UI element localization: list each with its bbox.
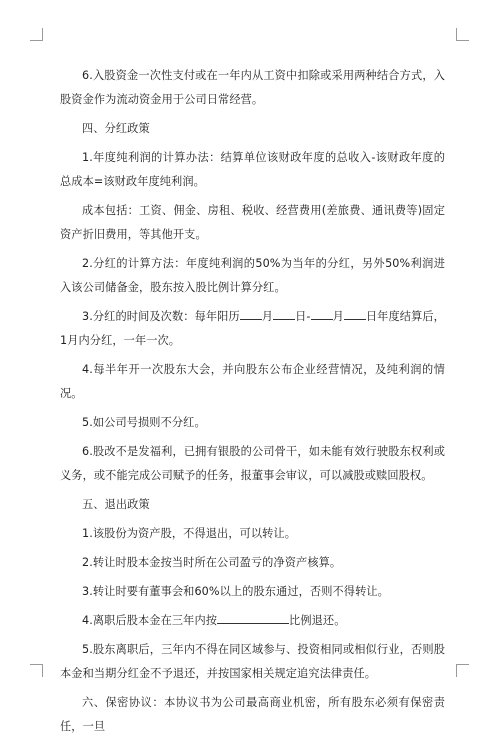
section-heading-confidentiality: 六、保密协议：本协议书为公司最高商业机密，所有股东必须有保密责任，一旦	[60, 696, 445, 733]
document-body	[60, 64, 445, 744]
paragraph-dividend-schedule: 3.分红的时间及次数：每年阳历 月 日- 月 日年度结算后，1月内分红，一年一次。	[60, 305, 445, 353]
section-heading-exit-policy: 五、退出政策	[82, 498, 150, 511]
section-heading-dividend-policy: 四、分红政策	[82, 122, 150, 135]
paragraph-net-profit-formula: 1.年度纯利润的计算办法：结算单位该财政年度的总收入-该财政年度的总成本=该财政年度纯利润。	[60, 151, 445, 188]
crop-mark-top-right	[456, 28, 469, 41]
paragraph-refund-after-leaving: 4.离职后股本金在三年内按 比例退还。	[60, 609, 445, 633]
crop-mark-bottom-left	[30, 664, 43, 677]
blank-refund-ratio	[217, 611, 289, 624]
paragraph-no-dividend-on-loss: 5.如公司号损则不分红。	[82, 416, 206, 429]
blank-month-end	[311, 307, 333, 320]
paragraph-capital-payment: 6.入股资金一次性支付或在一年内从工资中扣除或采用两种结合方式，入股资金作为流动资金用于公司日常经营。	[60, 69, 445, 106]
paragraph-cost-items: 成本包括：工资、佣金、房租、税收、经营费用(差旅费、通讯费等)固定资产折旧费用，等其他开支。	[60, 204, 445, 241]
paragraph-transfer-approval: 3.转让时要有董事会和60%以上的股东通过，否则不得转让。	[82, 585, 389, 598]
paragraph-dividend-calculation: 2.分红的计算方法：年度纯利润的50%为当年的分红，另外50%利润进入该公司储备金，股东按入股比例计算分红。	[60, 257, 445, 294]
paragraph-transfer-valuation: 2.转让时股本金按当时所在公司盈亏的净资产核算。	[82, 556, 342, 569]
blank-day-end	[344, 307, 366, 320]
blank-day-start	[273, 307, 295, 320]
crop-mark-top-left	[30, 28, 43, 41]
paragraph-non-compete: 5.股东离职后，三年内不得在同区域参与、投资相同或相似行业，否则股本金和当期分红金不予退还，并按国家相关规定追究法律责任。	[60, 643, 445, 680]
paragraph-share-reduction: 6.股改不是发福利，已拥有银股的公司骨干，如未能有效行驶股东权利或义务，或不能完成公司赋予的任务，报董事会审议，可以减股或赎回股权。	[60, 445, 445, 482]
paragraph-asset-shares: 1.该股份为资产股，不得退出，可以转让。	[82, 527, 297, 540]
blank-month-start	[240, 307, 262, 320]
paragraph-shareholder-meeting: 4.每半年开一次股东大会，并向股东公布企业经营情况，及纯利润的情况。	[60, 363, 445, 400]
crop-mark-bottom-right	[456, 664, 469, 677]
